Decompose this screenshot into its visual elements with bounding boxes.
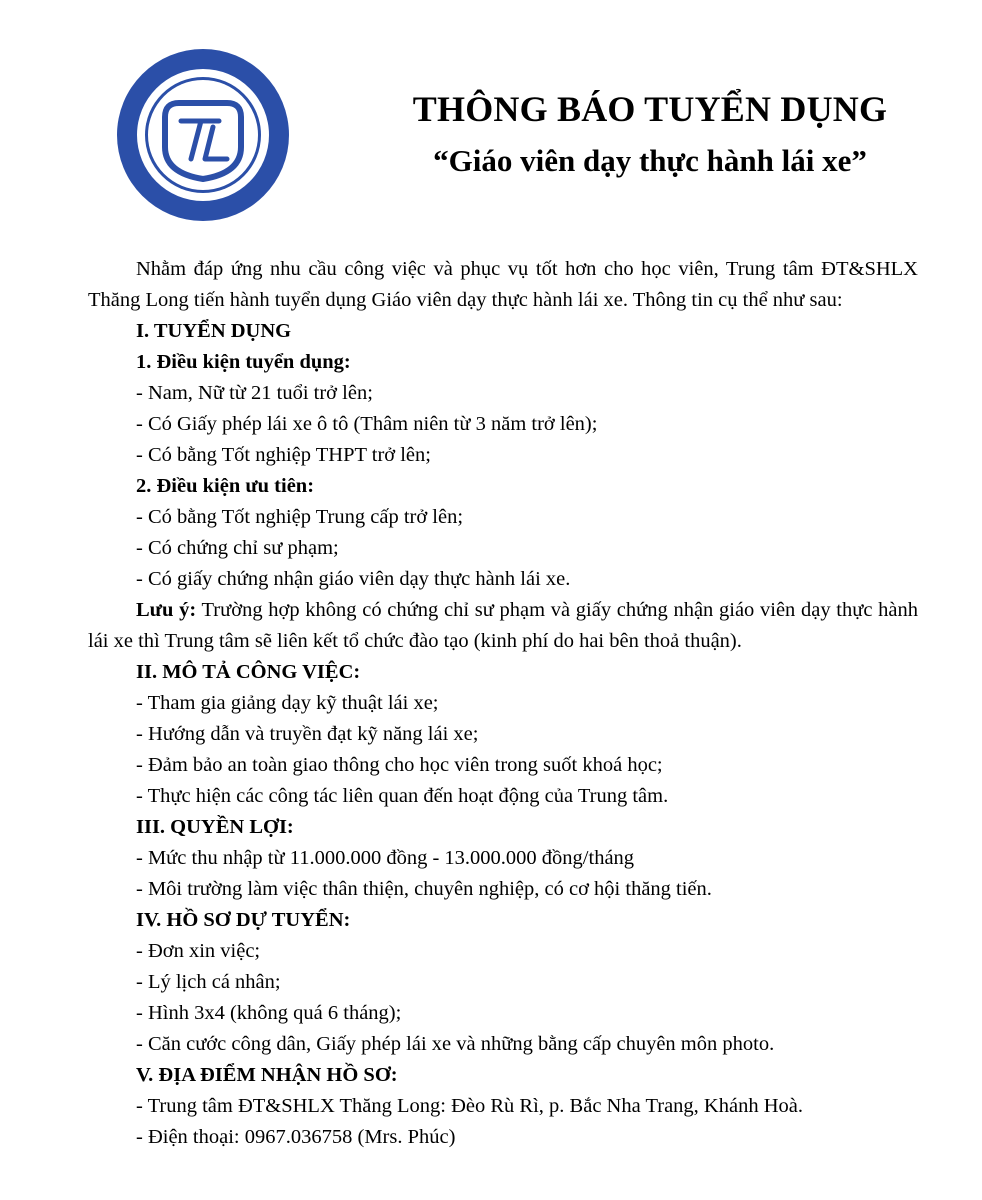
list-item: - Lý lịch cá nhân; <box>136 971 281 993</box>
title-block <box>330 82 970 186</box>
list-item: - Điện thoại: 0967.036758 (Mrs. Phúc) <box>136 1126 456 1148</box>
list-item: - Đơn xin việc; <box>136 940 261 962</box>
section-5-heading: V. ĐỊA ĐIỂM NHẬN HỒ SƠ: <box>136 1064 398 1086</box>
note-text: Trường hợp không có chứng chỉ sư phạm và giấy chứng nhận giáo viên dạy thực hành lái xe thì Trung tâm sẽ liên kết tổ chức đào tạo (kinh phí do hai bên thoả thuận). <box>88 599 918 652</box>
list-item: - Thực hiện các công tác liên quan đến hoạt động của Trung tâm. <box>136 785 669 807</box>
note-paragraph <box>88 595 918 657</box>
section-2-heading: II. MÔ TẢ CÔNG VIỆC: <box>136 661 361 683</box>
list-item: - Đảm bảo an toàn giao thông cho học viên trong suốt khoá học; <box>136 754 663 776</box>
list-item: - Có bằng Tốt nghiệp THPT trở lên; <box>136 444 431 466</box>
list-item: - Có Giấy phép lái xe ô tô (Thâm niên từ 3 năm trở lên); <box>136 413 598 435</box>
document-subtitle: “Giáo viên dạy thực hành lái xe” <box>433 143 867 178</box>
section-1-sub1-heading: 1. Điều kiện tuyển dụng: <box>136 351 351 373</box>
list-item: - Tham gia giảng dạy kỹ thuật lái xe; <box>136 692 439 714</box>
section-1-heading: I. TUYỂN DỤNG <box>136 320 292 342</box>
center-logo <box>115 47 291 223</box>
section-1-sub2-heading: 2. Điều kiện ưu tiên: <box>136 475 315 497</box>
list-item: - Mức thu nhập từ 11.000.000 đồng - 13.000.000 đồng/tháng <box>136 847 635 869</box>
document-body <box>88 254 918 1153</box>
section-3-heading: III. QUYỀN LỢI: <box>136 816 294 838</box>
list-item: - Trung tâm ĐT&SHLX Thăng Long: Đèo Rù Rì, p. Bắc Nha Trang, Khánh Hoà. <box>136 1095 803 1117</box>
list-item: - Hình 3x4 (không quá 6 tháng); <box>136 1002 402 1024</box>
list-item: - Căn cước công dân, Giấy phép lái xe và những bằng cấp chuyên môn photo. <box>136 1033 775 1055</box>
document-title: THÔNG BÁO TUYỂN DỤNG <box>412 89 888 129</box>
list-item: - Hướng dẫn và truyền đạt kỹ năng lái xe; <box>136 723 479 745</box>
list-item: - Nam, Nữ từ 21 tuổi trở lên; <box>136 382 373 404</box>
note-label: Lưu ý: <box>136 599 197 621</box>
list-item: - Có bằng Tốt nghiệp Trung cấp trở lên; <box>136 506 464 528</box>
list-item: - Có giấy chứng nhận giáo viên dạy thực hành lái xe. <box>136 568 571 590</box>
section-4-heading: IV. HỒ SƠ DỰ TUYỂN: <box>136 909 351 931</box>
list-item: - Môi trường làm việc thân thiện, chuyên nghiệp, có cơ hội thăng tiến. <box>136 878 712 900</box>
list-item: - Có chứng chỉ sư phạm; <box>136 537 339 559</box>
intro-paragraph: Nhằm đáp ứng nhu cầu công việc và phục vụ tốt hơn cho học viên, Trung tâm ĐT&SHLX Thăng Long tiến hành tuyển dụng Giáo viên dạy thực hành lái xe. Thông tin cụ thể như sau: <box>88 258 918 311</box>
